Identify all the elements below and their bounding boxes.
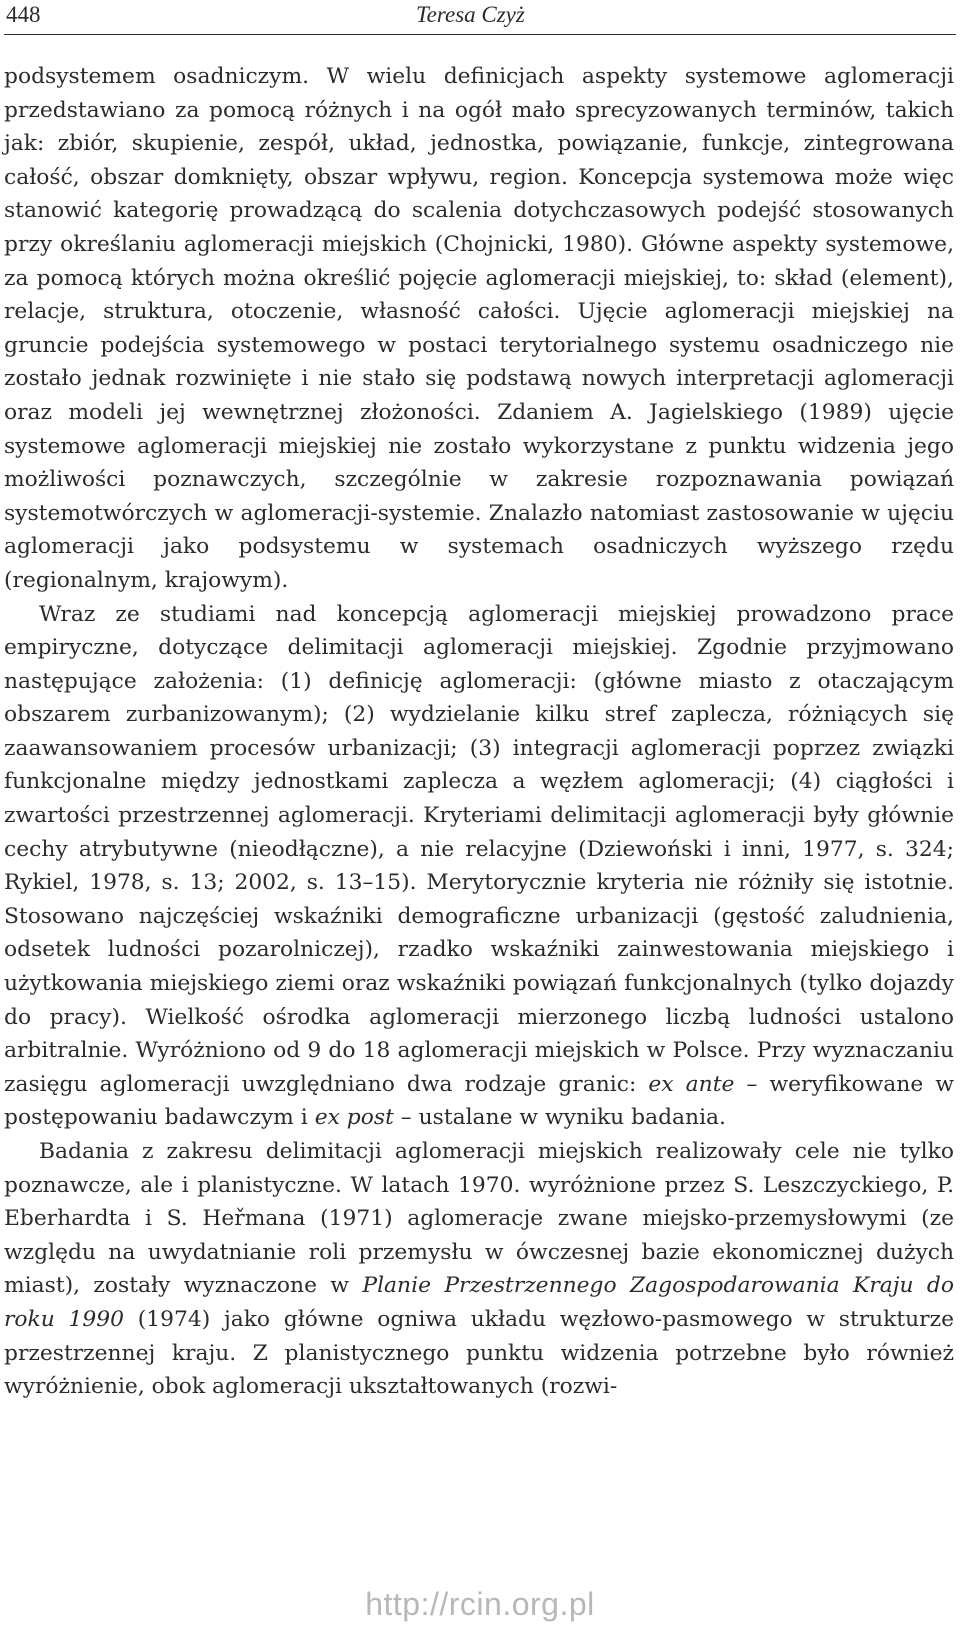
- body-text: [4, 60, 954, 1404]
- paragraph-2: [4, 598, 954, 1136]
- italic-plan-title: Planie Przestrzennego Zagospodarowania Kraju do roku 1990: [4, 1273, 954, 1332]
- text-run: podsystemem osadniczym. W wielu definicjach aspekty systemowe aglomeracji przedstawiano za pomocą różnych i na ogół mało sprecyzowanych terminów, takich jak: zbiór, skupienie, zespół, układ, jednostka, powiązanie, funkcje, zintegrowana całość, obszar domknięty, obszar wpływu, region. Koncepcja systemowa może więc stanowić kategorię prowadzącą do scalenia dotychczasowych podejść stosowanych przy określaniu aglomeracji miejskich (Chojnicki, 1980). Główne aspekty systemowe, za pomocą których można określić pojęcie aglomeracji miejskiej, to: skład (element), relacje, struktura, otoczenie, własność całości. Ujęcie aglomeracji miejskiej na gruncie podejścia systemowego w postaci terytorialnego systemu osadniczego nie zostało jednak rozwinięte i nie stało się podstawą nowych interpretacji aglomeracji oraz modeli jej wewnętrznej złożoności. Zdaniem A. Jagielskiego (1989) ujęcie systemowe aglomeracji miejskiej nie zostało wykorzystane z punktu widzenia jego możliwości poznawczych, szczególnie w zakresie rozpoznawania powiązań systemotwórczych w aglomeracji-systemie. Znalazło natomiast zastosowanie w ujęciu aglomeracji jako podsystemu w systemach osadniczych wyższego rzędu (regionalnym, krajowym).: [4, 64, 954, 593]
- italic-term-ex-ante: ex ante: [648, 1071, 735, 1097]
- text-run: – ustalane w wyniku badania.: [393, 1105, 726, 1131]
- text-run: (1974) jako główne ogniwa układu węzłowo-pasmowego w strukturze przestrzennej kraju. Z planistycznego punktu widzenia potrzebne było również wyróżnienie, obok aglomeracji ukształtowanych (rozwi-: [4, 1306, 954, 1400]
- running-header: [4, 0, 956, 35]
- text-run: Badania z zakresu delimitacji aglomeracji miejskich realizowały cele nie tylko poznawcze, ale i planistyczne. W latach 1970. wyróżnione przez S. Leszczyckiego, P. Eberhardta i S. Heřmana (1971) aglomeracje zwane miejsko-przemysłowymi (ze względu na uwydatnianie roli przemysłu w ówczesnej bazie ekonomicznej dużych miast), zostały wyznaczone w: [4, 1139, 954, 1299]
- paragraph-3: [4, 1135, 954, 1404]
- running-author: Teresa Czyż: [416, 2, 525, 27]
- text-run: – weryfikowane w postępowaniu badawczym i: [4, 1071, 955, 1131]
- paragraph-1: [4, 60, 954, 598]
- watermark-url: http://rcin.org.pl: [365, 1586, 595, 1622]
- page-number: 448: [6, 2, 41, 27]
- italic-term-ex-post: ex post: [314, 1105, 394, 1131]
- text-run: Wraz ze studiami nad koncepcją aglomeracji miejskiej prowadzono prace empiryczne, dotyczące delimitacji aglomeracji miejskiej. Zgodnie przyjmowano następujące założenia: (1) definicję aglomeracji: (główne miasto z otaczającym obszarem zurbanizowanym); (2) wydzielanie kilku stref zaplecza, różniących się zaawansowaniem procesów urbanizacji; (3) integracji aglomeracji poprzez związki funkcjonalne między jednostkami zaplecza a węzłem aglomeracji; (4) ciągłości i zwartości przestrzennej aglomeracji. Kryteriami delimitacji aglomeracji były głównie cechy atrybutywne (nieodłączne), a nie relacyjne (Dziewoński i inni, 1977, s. 324; Rykiel, 1978, s. 13; 2002, s. 13–15). Merytorycznie kryteria nie różniły się istotnie. Stosowano najczęściej wskaźniki demograficzne urbanizacji (gęstość zaludnienia, odsetek ludności pozarolniczej), rzadko wskaźniki zainwestowania miejskiego i użytkowania miejskiego ziemi oraz wskaźniki powiązań funkcjonalnych (tylko dojazdy do pracy). Wielkość ośrodka aglomeracji mierzonego liczbą ludności ustalono arbitralnie. Wyróżniono od 9 do 18 aglomeracji miejskich w Polsce. Przy wyznaczaniu zasięgu aglomeracji uwzględniano dwa rodzaje granic:: [4, 601, 954, 1097]
